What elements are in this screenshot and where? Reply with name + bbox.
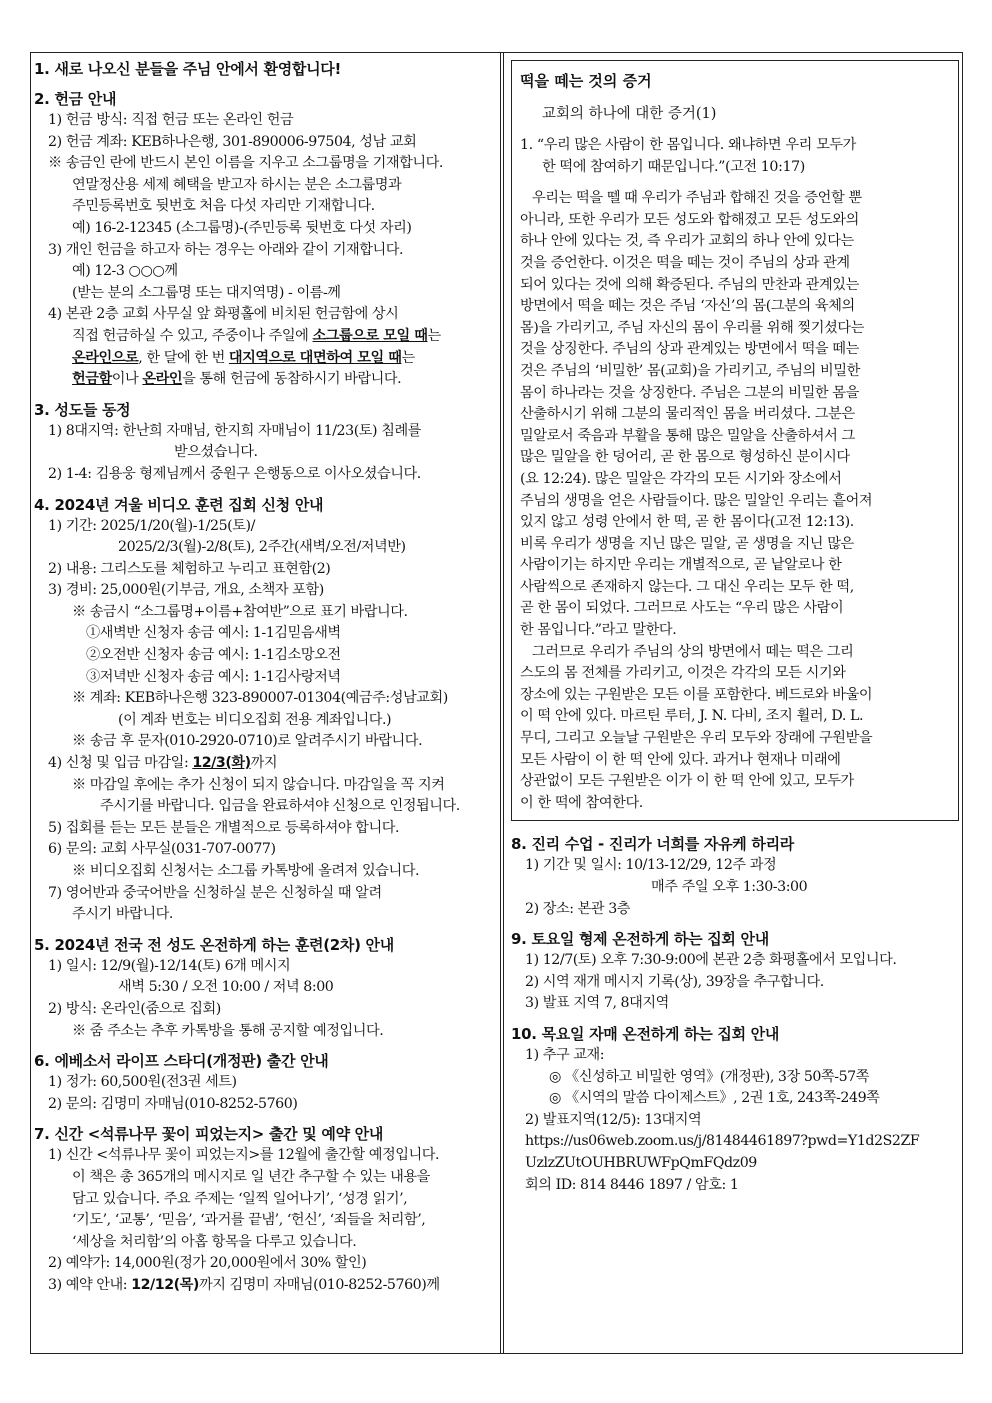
list-item: 2) 발표지역(12/5): 13대지역 [525,1111,702,1128]
text: , 한 달에 한 번 [138,349,229,366]
emphasis-text: 소그룹으로 모일 때 [312,327,428,344]
text: 이나 [111,371,143,388]
column-divider [500,52,504,1354]
paragraph-line: 하나 안에 있다는 것, 즉 우리가 교회의 하나 안에 있다는 [520,233,854,250]
paragraph-line: 몸)을 가리키고, 주님 자신의 몸이 우리를 위해 찢기셨다는 [520,319,865,336]
paragraph-line: 이 떡 안에 있다. 마르틴 루터, J. N. 다비, 조지 휠러, D. L. [520,708,864,725]
note-line: ※ 송금인 란에 반드시 본인 이름을 지우고 소그룹명을 기재합니다. [48,155,443,172]
list-item-continued: 새벽 5:30 / 오전 10:00 / 저녁 8:00 [118,979,334,996]
list-item-continued: ‘세상을 처리함’의 아홉 항목을 다루고 있습니다. [72,1233,357,1250]
box-title: 떡을 떼는 것의 증거 [520,72,652,90]
emphasis-text: 온라인 [142,371,183,388]
paragraph-line: (요 12:24). 많은 밀알은 각각의 모든 시기와 장소에서 [520,470,842,487]
paragraph-line: 비록 우리가 생명을 지닌 많은 밀알, 곧 생명을 지닌 많은 [520,535,854,552]
paragraph-line: 것을 증언한다. 이것은 떡을 떼는 것이 주님의 상과 관계 [520,254,850,271]
emphasis-text: 대지역으로 대면하여 모일 때 [228,349,402,366]
deadline-date: 12/3(화) [192,755,251,772]
paragraph-line: 그러므로 우리가 주님의 상의 방면에서 떼는 떡은 그리 [532,643,854,660]
section-title: 3. 성도들 동정 [34,400,131,419]
list-item: 1) 정가: 60,500원(전3권 세트) [48,1074,237,1091]
paragraph-line: 것은 주님의 ‘비밀한’ 몸(교회)을 가리키고, 주님의 비밀한 [520,362,860,379]
emphasis-text: 헌금함 [72,371,112,388]
list-item: 2) 내용: 그리스도를 체험하고 누리고 표현함(2) [48,560,331,577]
paragraph-line: 상관없이 모든 구원받은 이가 이 한 떡 안에 있고, 모두가 [520,773,854,790]
verse-line: 1. “우리 많은 사람이 한 몸입니다. 왜냐하면 우리 모두가 [520,137,856,153]
note-line: ※ 송금 후 문자(010-2920-0710)로 알려주시기 바랍니다. [72,733,423,750]
note-line: 연말정산용 세제 혜택을 받고자 하시는 분은 소그룹명과 [72,176,402,193]
list-item: 1) 12/7(토) 오후 7:30-9:00에 본관 2층 화평홀에서 모입니다. [525,952,897,969]
section-offering [34,88,490,391]
list-item: 4) 본관 2층 교회 사무실 앞 화평홀에 비치된 헌금함에 상시 [48,306,399,323]
list-item: 5) 집회를 듣는 모든 분들은 개별적으로 등록하셔야 합니다. [48,819,400,836]
section-video-training [34,494,490,926]
paragraph-line: 몸이 하나라는 것을 상징한다. 주님은 그분의 비밀한 몸을 [520,384,859,401]
note-line: ※ 줌 주소는 추후 카톡방을 통해 공지할 예정입니다. [72,1022,384,1039]
note-line: 예) 12-3 ○○○께 [72,263,178,280]
text: 을 통해 헌금에 동참하시기 바랍니다. [182,371,402,388]
section-title: 5. 2024년 전국 전 성도 온전하게 하는 훈련(2차) 안내 [34,935,394,954]
text: 까지 [250,755,278,772]
paragraph-line: 산출하시기 위해 그분의 물리적인 몸을 버리셨다. 그분은 [520,406,855,423]
section-saturday-brothers [511,928,959,1015]
section-title: 8. 진리 수업 - 진리가 너희를 자유케 하리라 [511,835,794,854]
section-truth-class [511,833,959,920]
paragraph-line: 무디, 그리고 오늘날 구원받은 우리 모두와 장래에 구원받을 [520,730,873,747]
section-title: 4. 2024년 겨울 비디오 훈련 집회 신청 안내 [34,495,324,514]
example-line: ①새벽반 신청자 송금 예시: 1-1김믿음새벽 [86,625,341,642]
section-title: 10. 목요일 자매 온전하게 하는 집회 안내 [511,1024,780,1043]
example-line: ②오전반 신청자 송금 예시: 1-1김소망오전 [86,647,341,664]
text: 는 [427,327,441,344]
list-item-continued: 2025/2/3(월)-2/8(토), 2주간(새벽/오전/저녁반) [118,539,406,556]
paragraph-line: 방면에서 떡을 떼는 것은 주님 ‘자신’의 몸(그분의 육체의 [520,298,855,315]
list-item: 2) 헌금 계좌: KEB하나은행, 301-890006-97504, 성남 교회 [48,133,417,150]
paragraph-line: 사람이기는 하지만 우리는 개별적으로, 곧 낱알로나 한 [520,557,842,574]
paragraph-line: 모든 사람이 이 한 떡 안에 있다. 과거나 현재나 미래에 [520,751,841,768]
section-new-book [34,1123,490,1296]
list-item-continued [34,369,490,391]
paragraph-line: 우리는 떡을 뗄 때 우리가 주님과 합해진 것을 증언할 뿐 [532,190,862,207]
paragraph-line: 있지 않고 성령 안에서 한 떡, 곧 한 몸이다(고전 12:13). [520,514,854,531]
paragraph-line: 이 한 떡에 참여한다. [520,794,643,811]
paragraph-line: 되어 있다는 것에 의해 확증된다. 주님의 만찬과 관계있는 [520,276,859,293]
note-line: (받는 분의 소그룹명 또는 대지역명) - 이름-께 [72,284,341,301]
book-line: ◎ 《시역의 말씀 다이제스트》, 2권 1호, 243쪽-249쪽 [549,1090,880,1107]
list-item [34,1275,490,1297]
paragraph-line: 사람씩으로 존재하지 않는다. 그 대신 우리는 모두 한 떡, [520,578,854,595]
note-line: ※ 비디오집회 신청서는 소그룹 카톡방에 올려져 있습니다. [72,863,420,879]
list-item: 6) 문의: 교회 사무실(031-707-0077) [48,841,276,858]
text: 4) 신청 및 입금 마감일: [48,755,193,772]
list-item-continued: 주시기 바랍니다. [72,906,173,923]
list-item-continued: ‘기도’, ‘교통’, ‘믿음’, ‘과거를 끝냄’, ‘헌신’, ‘죄들을 처리함’, [72,1212,426,1229]
list-item: 3) 발표 지역 7, 8대지역 [525,995,669,1012]
section-title: 1. 새로 나오신 분들을 주님 안에서 환영합니다! [34,60,342,78]
list-item: 2) 예약가: 14,000원(정가 20,000원에서 30% 할인) [48,1255,367,1272]
section-member-news [34,399,490,486]
deadline-date: 12/12(목) [131,1276,199,1293]
list-item-continued [34,348,490,370]
paragraph-line: 것을 상징한다. 주님의 상과 관계있는 방면에서 떡을 떼는 [520,341,859,358]
emphasis-text: 온라인으로 [72,349,139,366]
list-item: 7) 영어반과 중국어반을 신청하실 분은 신청하실 때 알려 [48,884,382,901]
list-item [34,753,490,775]
section-thursday-sisters [511,1023,959,1196]
note-line: ※ 송금시 “소그룹명+이름+참여반”으로 표기 바랍니다. [72,603,408,620]
note-line: ※ 마감일 후에는 추가 신청이 되지 않습니다. 마감일을 꼭 지켜 [72,776,445,793]
list-item-continued: 담고 있습니다. 주요 주제는 ‘일찍 일어나기’, ‘성경 읽기’, [72,1190,408,1207]
list-item: 1) 헌금 방식: 직접 헌금 또는 온라인 헌금 [48,112,294,128]
left-column [34,58,490,1350]
list-item: 1) 신간 <석류나무 꽃이 피었는지>를 12월에 출간할 예정입니다. [48,1147,440,1164]
section-welcome [34,58,490,80]
paragraph-line: 밀알로서 죽음과 부활을 통해 많은 밀알을 산출하셔서 그 [520,427,855,444]
list-item: 1) 기간 및 일시: 10/13-12/29, 12주 과정 [525,857,777,874]
list-item: 2) 1-4: 김용웅 형제님께서 중원구 은행동으로 이사오셨습니다. [48,465,421,482]
list-item: 1) 기간: 2025/1/20(월)-1/25(토)/ [48,517,255,534]
verse-line: 한 떡에 참여하기 때문입니다.”(고전 10:17) [542,158,805,175]
note-line: 주시기를 바랍니다. 입금을 완료하셔야 신청으로 인정됩니다. [100,798,460,815]
paragraph-line: 많은 밀알을 한 덩어리, 곧 한 몸으로 형성하신 분이시다 [520,449,850,466]
list-item: 1) 추구 교재: [525,1046,605,1063]
note-line: ※ 계좌: KEB하나은행 323-890007-01304(예금주:성남교회) [72,690,448,707]
note-line: 예) 16-2-12345 (소그룹명)-(주민등록 뒷번호 다섯 자리) [72,219,412,236]
list-item-continued: 이 책은 총 365개의 메시지로 일 년간 추구할 수 있는 내용을 [72,1168,430,1185]
paragraph-line: 곧 한 몸이 되었다. 그러므로 사도는 “우리 많은 사람이 [520,600,844,617]
text: 는 [401,349,415,366]
list-item: 2) 장소: 본관 3층 [525,900,631,917]
section-title: 6. 에베소서 라이프 스타디(개정판) 출간 안내 [34,1052,329,1071]
text: 까지 김명미 자매님(010-8252-5760)께 [198,1276,440,1293]
paragraph-line: 주님의 생명을 얻은 사람들이다. 많은 밀알인 우리는 흩어져 [520,492,873,509]
meeting-id: 회의 ID: 814 8446 1897 / 암호: 1 [525,1176,739,1193]
zoom-link-continued[interactable]: UzlzZUtOUHBRUWFpQmFQdz09 [525,1154,757,1171]
section-title: 7. 신간 <석류나무 꽃이 피었는지> 출간 및 예약 안내 [34,1125,384,1144]
box-subtitle: 교회의 하나에 대한 증거(1) [542,106,717,122]
section-life-study [34,1050,490,1115]
text: 직접 헌금하실 수 있고, 주중이나 주일에 [72,327,313,344]
right-column [511,58,959,1350]
paragraph-line: 아니라, 또한 우리가 모든 성도와 합해졌고 모든 성도와의 [520,211,859,228]
note-line: 주민등록번호 뒷번호 처음 다섯 자리만 기재합니다. [72,198,375,215]
list-item-continued [34,326,490,348]
list-item: 1) 8대지역: 한난희 자매님, 한지희 자매님이 11/23(토) 침례를 [48,422,421,439]
note-line: (이 계좌 번호는 비디오집회 전용 계좌입니다.) [118,711,392,728]
section-national-training [34,934,490,1042]
list-item: 2) 문의: 김명미 자매님(010-8252-5760) [48,1095,298,1112]
paragraph-line: 장소에 있는 구원받은 모든 이를 포함한다. 베드로와 바울이 [520,686,873,703]
section-title: 2. 헌금 안내 [34,90,117,108]
example-line: ③저녁반 신청자 송금 예시: 1-1김사랑저녁 [86,668,341,685]
paragraph-line: 한 몸입니다.”라고 말한다. [520,622,677,639]
list-item: 3) 경비: 25,000원(기부금, 개요, 소책자 포함) [48,582,324,599]
book-line: ◎ 《신성하고 비밀한 영역》(개정판), 3장 50쪽-57쪽 [549,1068,869,1085]
list-item-continued: 받으셨습니다. [174,444,258,461]
list-item: 1) 일시: 12/9(월)-12/14(토) 6개 메시지 [48,957,291,974]
text: 3) 예약 안내: [48,1276,132,1293]
section-title: 9. 토요일 형제 온전하게 하는 집회 안내 [511,930,769,949]
zoom-link[interactable]: https://us06web.zoom.us/j/81484461897?pwd=Y1d2S2ZF [525,1133,920,1150]
list-item: 2) 시역 재개 메시지 기록(상), 39장을 추구합니다. [525,973,824,990]
list-item: 2) 방식: 온라인(줌으로 집회) [48,1000,221,1017]
list-item: 3) 개인 헌금을 하고자 하는 경우는 아래와 같이 기재합니다. [48,241,404,258]
list-item-continued: 매주 주일 오후 1:30-3:00 [651,879,808,895]
paragraph-line: 스도의 몸 전체를 가리키고, 이것은 각각의 모든 시기와 [520,665,846,682]
bread-breaking-box [511,60,959,821]
